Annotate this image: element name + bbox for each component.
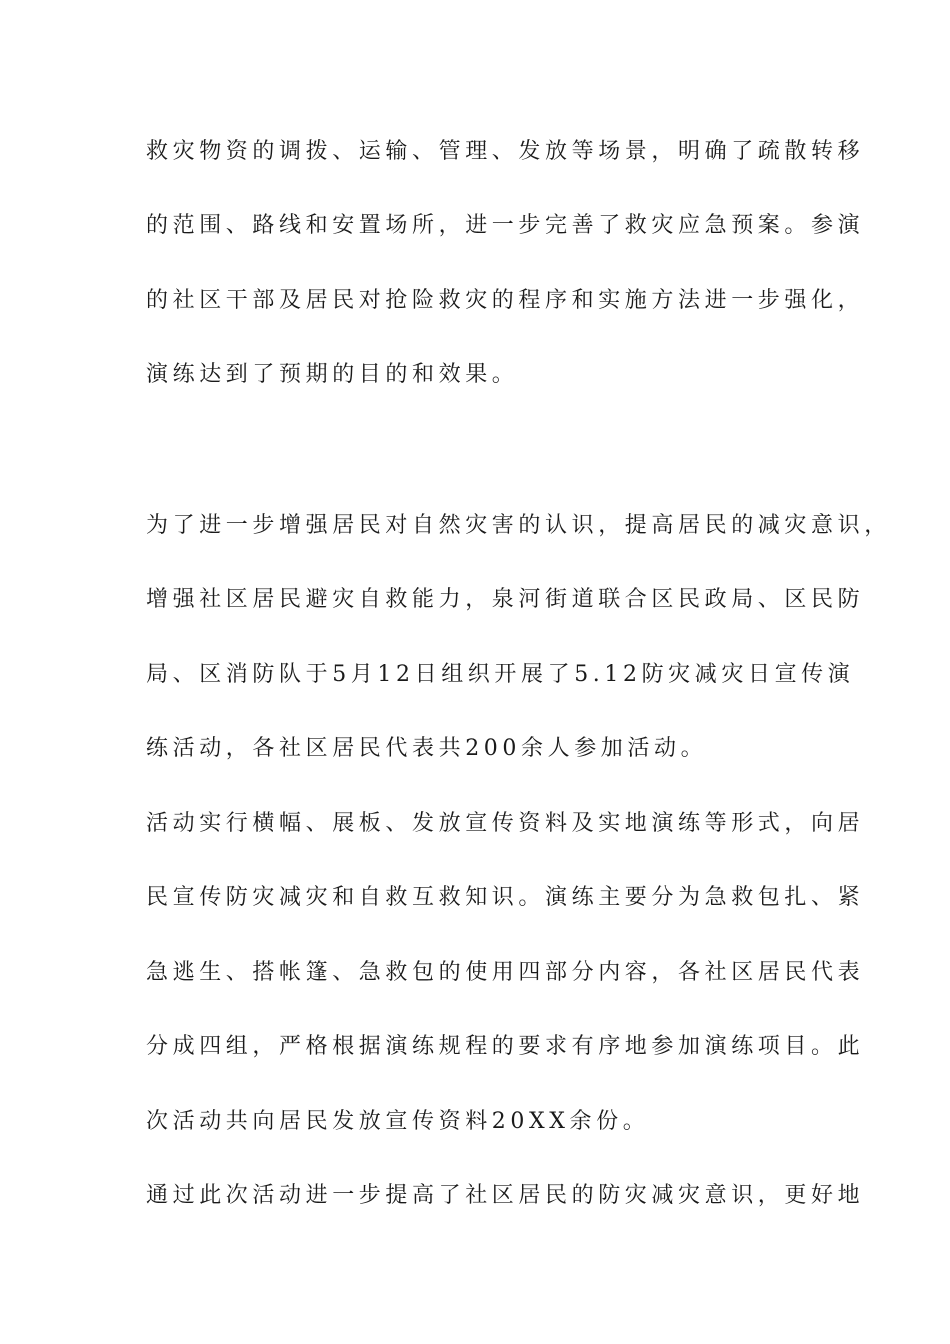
paragraph-3-line-1: 活动实行横幅、展板、发放宣传资料及实地演练等形式，向居	[146, 811, 865, 836]
paragraph-3-line-3: 急逃生、搭帐篷、急救包的使用四部分内容，各社区居民代表	[146, 960, 865, 985]
paragraph-1-line-3: 的社区干部及居民对抢险救灾的程序和实施方法进一步强化，	[146, 288, 865, 313]
paragraph-2-line-2: 增强社区居民避灾自救能力，泉河街道联合区民政局、区民防	[146, 587, 865, 612]
paragraph-2-line-4: 练活动，各社区居民代表共200余人参加活动。	[146, 736, 708, 761]
paragraph-1-line-2: 的范围、路线和安置场所，进一步完善了救灾应急预案。参演	[146, 213, 865, 238]
paragraph-3-line-4: 分成四组，严格根据演练规程的要求有序地参加演练项目。此	[146, 1034, 865, 1059]
paragraph-1-line-1: 救灾物资的调拨、运输、管理、发放等场景，明确了疏散转移	[146, 139, 865, 164]
paragraph-3-line-2: 民宣传防灾减灾和自救互救知识。演练主要分为急救包扎、紧	[146, 885, 865, 910]
paragraph-2-line-3: 局、区消防队于5月12日组织开展了5.12防灾减灾日宣传演	[146, 662, 855, 687]
paragraph-1-line-4: 演练达到了预期的目的和效果。	[146, 362, 519, 387]
paragraph-3-line-5: 次活动共向居民发放宣传资料20XX余份。	[146, 1109, 650, 1134]
paragraph-2-line-1: 为了进一步增强居民对自然灾害的认识，提高居民的减灾意识，	[146, 513, 891, 538]
paragraph-4-line-1: 通过此次活动进一步提高了社区居民的防灾减灾意识，更好地	[146, 1183, 865, 1208]
